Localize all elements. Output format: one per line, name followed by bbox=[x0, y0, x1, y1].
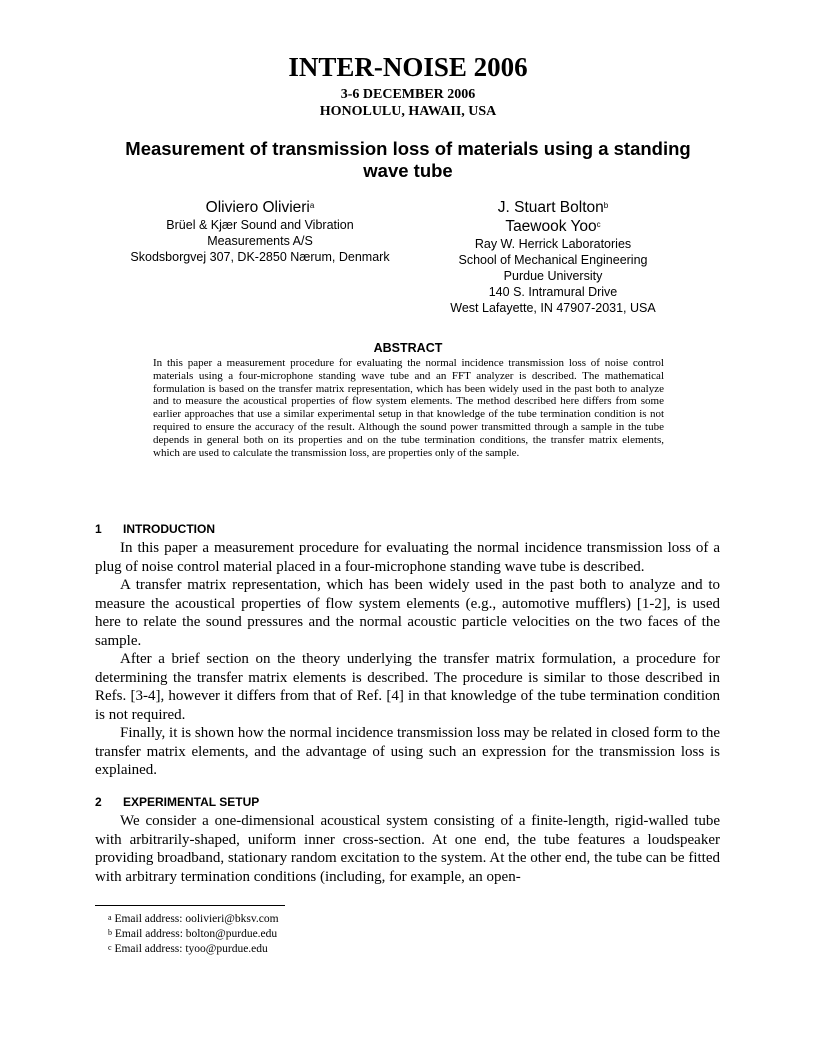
author-name: Taewook Yoo$^c$ bbox=[505, 218, 601, 235]
paragraph: In this paper a measurement procedure for evaluating the normal incidence transmission loss of a plug of noise control material placed in a four-microphone standing wave tube is described. bbox=[95, 540, 720, 575]
paper-title bbox=[100, 138, 716, 182]
conference-dates: 3-6 DECEMBER 2006 bbox=[340, 87, 476, 102]
abstract-heading: ABSTRACT bbox=[373, 341, 443, 355]
affiliation-line: Measurements A/S bbox=[207, 234, 313, 248]
paragraph: A transfer matrix representation, which has been widely used in the past both to analyze and to measure the acoustical properties of flow system elements (e.g., automotive mufflers) [1-2], is used here to relate the sound pressures and the normal acoustic particle velocities on the two faces of the sample. bbox=[95, 577, 720, 649]
footnote: $^a$ Email address: oolivieri@bksv.com bbox=[108, 913, 279, 925]
paper-title-line-1: Measurement of transmission loss of materials using a standing bbox=[125, 138, 691, 159]
section-number: 1 bbox=[95, 522, 102, 536]
footnote: $^b$ Email address: bolton@purdue.edu bbox=[108, 928, 278, 940]
section-title: EXPERIMENTAL SETUP bbox=[123, 795, 260, 809]
author-name: J. Stuart Bolton$^b$ bbox=[497, 199, 609, 216]
conference-title: INTER-NOISE 2006 bbox=[288, 52, 528, 82]
footnote-mark: c bbox=[108, 943, 112, 952]
section-body bbox=[95, 812, 720, 886]
footnotes bbox=[108, 912, 279, 957]
section-title: INTRODUCTION bbox=[123, 522, 215, 536]
footnote-mark: a bbox=[309, 201, 315, 210]
paragraph: Finally, it is shown how the normal incidence transmission loss may be related in closed form to the transfer matrix elements, and the advantage of using such an expression for the transmission loss is explained. bbox=[95, 725, 720, 778]
affiliation-line: 140 S. Intramural Drive bbox=[488, 285, 618, 299]
affiliation-line: West Lafayette, IN 47907-2031, USA bbox=[450, 301, 656, 315]
abstract-text: In this paper a measurement procedure for evaluating the normal incidence transmission loss of noise control materials using a four-microphone standing wave tube and an FFT analyzer is described. The mathematical formulation is based on the transfer matrix representation, which has been widely used in the past both to analyze and to measure the acoustical properties of flow system elements. The method described here differs from some earlier approaches that use a similar experimental setup in that knowledge of the tube termination condition is not required to ensure the accuracy of the result. Although the sound power transmitted through a sample in the tube depends in general both on its properties and on the tube termination conditions, the transfer matrix elements, which are used to calculate the transmission loss, are properties only of the sample. bbox=[153, 357, 664, 459]
conference-location: HONOLULU, HAWAII, USA bbox=[319, 104, 497, 119]
affiliation-line: Skodsborgvej 307, DK-2850 Nærum, Denmark bbox=[130, 250, 390, 264]
section-number: 2 bbox=[95, 795, 102, 809]
section-body bbox=[95, 539, 720, 780]
author-block-right bbox=[430, 198, 676, 316]
section-heading bbox=[95, 795, 259, 809]
footnote-mark: b bbox=[603, 201, 609, 210]
paragraph: We consider a one-dimensional acoustical system consisting of a finite-length, rigid-walled tube with arbitrarily-shaped, uniform inner cross-section. At one end, the tube features a loudspeaker providing broadband, stationary random excitation to the system. At the other end, the tube can be fitted with arbitrary termination conditions (including, for example, an open- bbox=[95, 813, 720, 885]
affiliation-line: Brüel & Kjær Sound and Vibration bbox=[166, 218, 354, 232]
footnote: $^c$ Email address: tyoo@purdue.edu bbox=[108, 943, 268, 955]
paragraph: After a brief section on the theory underlying the transfer matrix formulation, a procedure for determining the transfer matrix elements is described. The procedure is similar to those described in Refs. [3-4], however it differs from that of Ref. [4] in that knowledge of the tube termination condition is not required. bbox=[95, 651, 720, 723]
footnote-mark: a bbox=[108, 913, 112, 922]
footnote-mark: b bbox=[108, 928, 112, 937]
footnote-divider bbox=[95, 905, 285, 906]
affiliation-line: Purdue University bbox=[503, 269, 603, 283]
affiliation-line: School of Mechanical Engineering bbox=[458, 253, 648, 267]
section-heading bbox=[95, 522, 215, 536]
author-block-left bbox=[110, 198, 410, 265]
affiliation-line: Ray W. Herrick Laboratories bbox=[474, 237, 632, 251]
footnote-mark: c bbox=[596, 220, 601, 229]
author-name: Oliviero Olivieri$^a$ bbox=[205, 199, 315, 216]
paper-title-line-2: wave tube bbox=[363, 160, 453, 181]
